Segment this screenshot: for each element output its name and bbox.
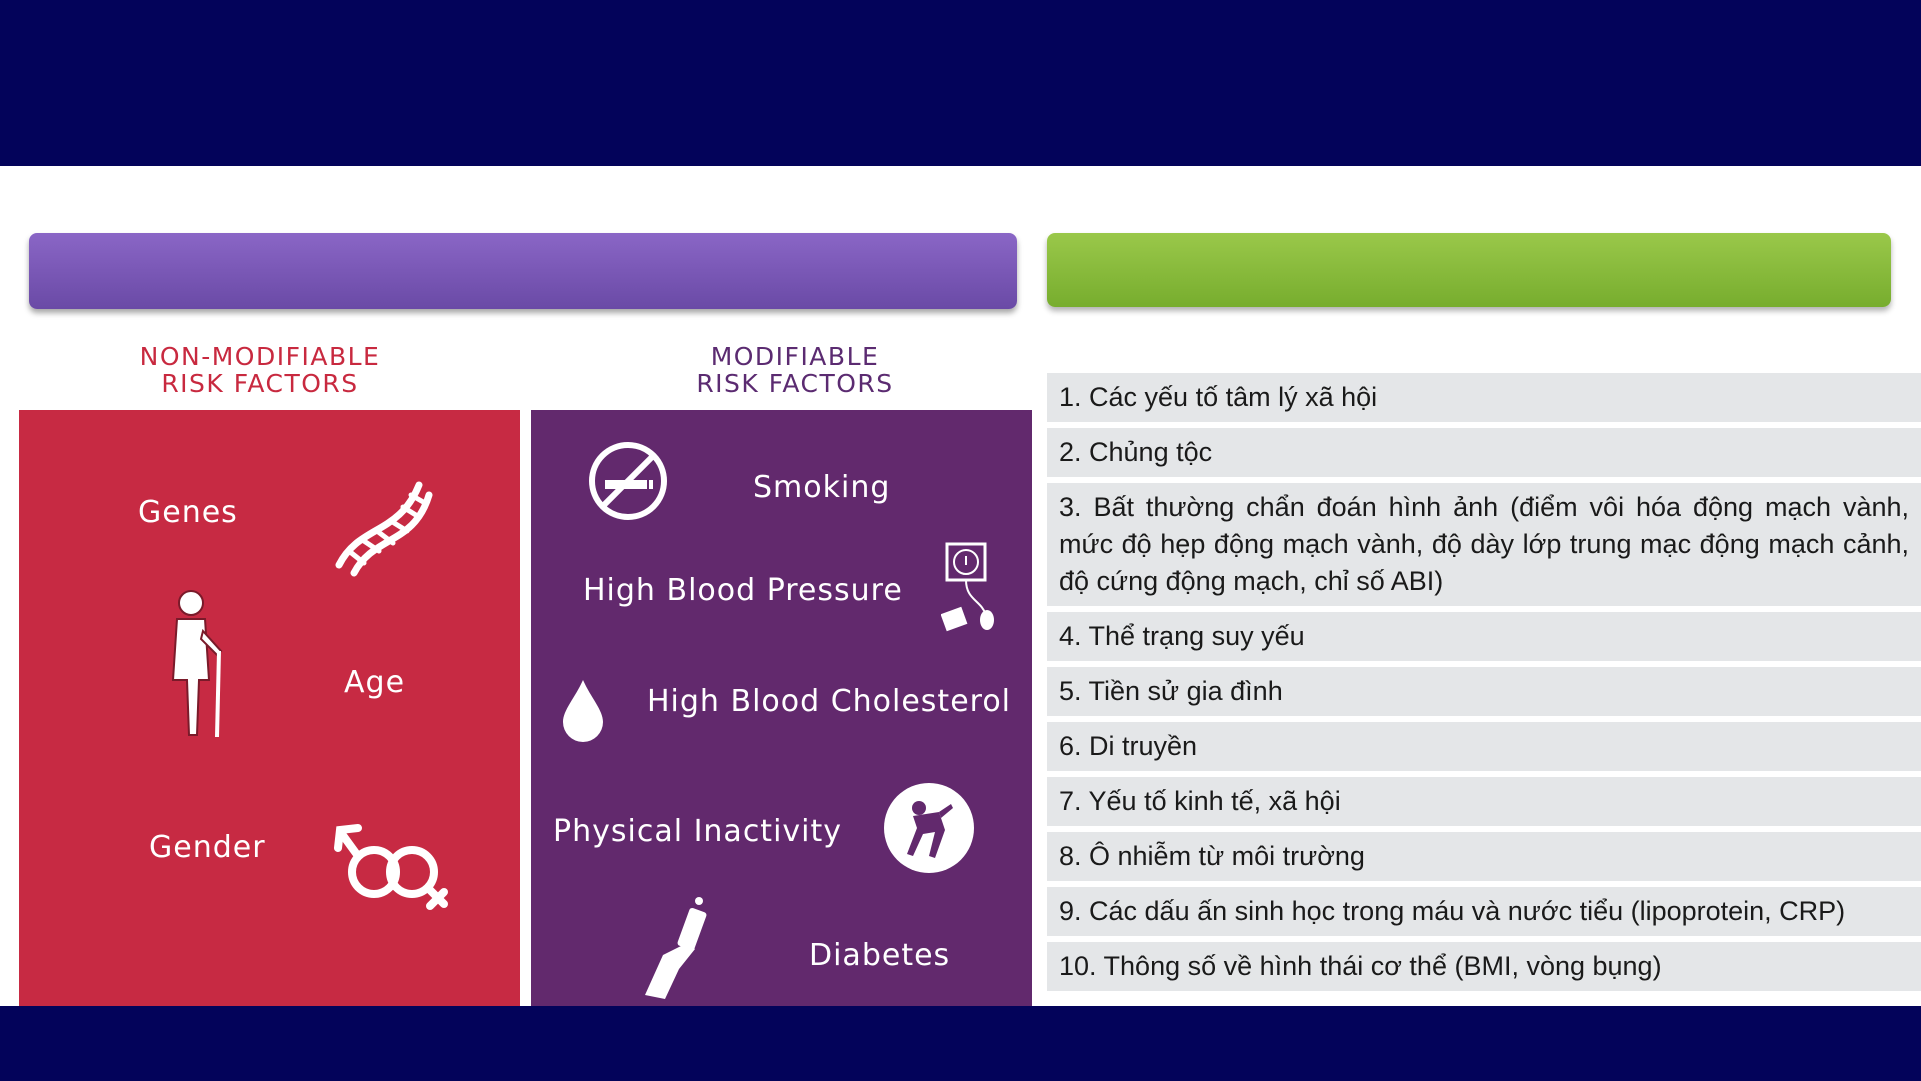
high-blood-pressure-label: High Blood Pressure bbox=[583, 573, 903, 608]
physical-inactivity-label: Physical Inactivity bbox=[553, 814, 843, 849]
modifiable-heading bbox=[630, 343, 960, 397]
gender-label: Gender bbox=[149, 830, 266, 865]
gender-symbols-icon bbox=[334, 820, 454, 920]
list-item: 4. Thể trạng suy yếu bbox=[1047, 612, 1921, 661]
non-modifiable-heading-line2: RISK FACTORS bbox=[161, 369, 359, 398]
risk-factors-header-bar bbox=[29, 233, 1017, 309]
elderly-person-icon bbox=[159, 585, 239, 745]
top-band bbox=[0, 0, 1921, 166]
bottom-band bbox=[0, 1006, 1921, 1081]
additional-factors-header-bar bbox=[1047, 233, 1891, 307]
list-item: 5. Tiền sử gia đình bbox=[1047, 667, 1921, 716]
list-item: 9. Các dấu ấn sinh học trong máu và nước tiểu (lipoprotein, CRP) bbox=[1047, 887, 1921, 936]
list-item: 1. Các yếu tố tâm lý xã hội bbox=[1047, 373, 1921, 422]
exercise-person-icon bbox=[883, 782, 975, 874]
list-item: 6. Di truyền bbox=[1047, 722, 1921, 771]
non-modifiable-panel bbox=[19, 410, 520, 1006]
glucose-meter-icon bbox=[635, 895, 725, 1000]
age-label: Age bbox=[344, 665, 406, 700]
list-item: 3. Bất thường chẩn đoán hình ảnh (điểm vôi hóa động mạch vành, mức độ hẹp động mạch vành, độ dày lớp trung mạc động mạch cảnh, độ cứng động mạch, chỉ số ABI) bbox=[1047, 483, 1921, 606]
smoking-label: Smoking bbox=[753, 470, 891, 505]
list-item: 10. Thông số về hình thái cơ thể (BMI, vòng bụng) bbox=[1047, 942, 1921, 991]
modifiable-heading-line2: RISK FACTORS bbox=[696, 369, 894, 398]
non-modifiable-heading bbox=[100, 343, 420, 397]
genes-label: Genes bbox=[138, 495, 238, 530]
modifiable-panel bbox=[531, 410, 1032, 1006]
high-blood-cholesterol-label: High Blood Cholesterol bbox=[647, 684, 1012, 719]
list-item: 8. Ô nhiễm từ môi trường bbox=[1047, 832, 1921, 881]
list-item: 2. Chủng tộc bbox=[1047, 428, 1921, 477]
no-smoking-icon bbox=[587, 440, 669, 522]
non-modifiable-heading-line1: NON-MODIFIABLE bbox=[139, 342, 381, 371]
modifiable-heading-line1: MODIFIABLE bbox=[710, 342, 880, 371]
diabetes-label: Diabetes bbox=[809, 938, 951, 973]
additional-factors-list bbox=[1047, 373, 1921, 997]
blood-pressure-monitor-icon bbox=[941, 540, 1001, 640]
blood-drop-icon bbox=[561, 678, 605, 742]
list-item: 7. Yếu tố kinh tế, xã hội bbox=[1047, 777, 1921, 826]
dna-icon bbox=[319, 465, 439, 585]
